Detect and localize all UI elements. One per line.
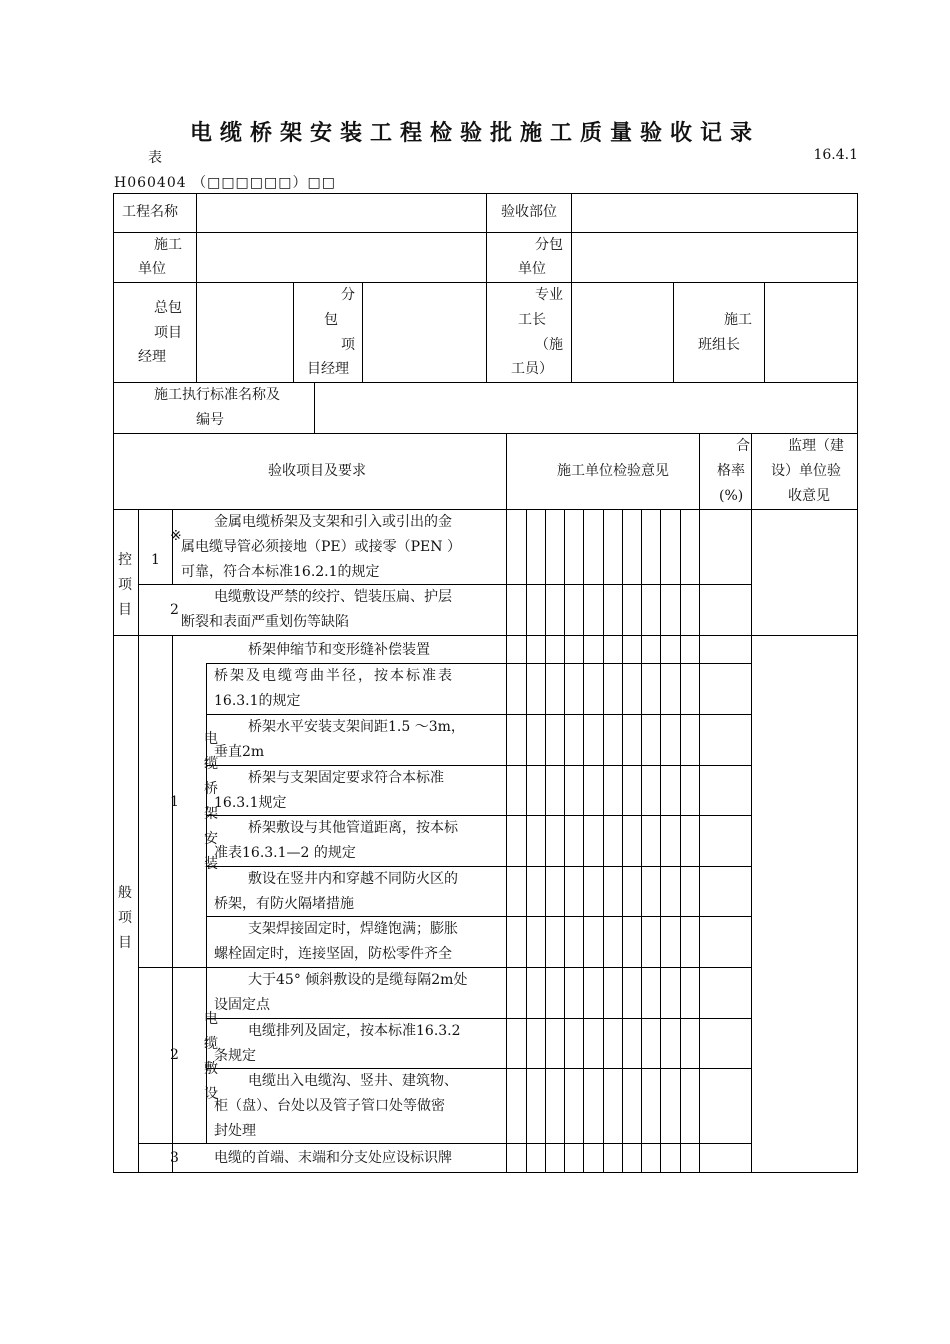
general-group-1-label-5: 安 — [204, 831, 218, 847]
check-grid-line — [680, 509, 681, 1173]
gc-pm-label-3: 经理 — [138, 349, 166, 365]
general-group-1-number: 1 — [170, 794, 179, 810]
sub-pm-label-2: 包 — [324, 312, 338, 328]
general-item-3-line-1: 电缆的首端、末端和分支处应设标识牌 — [214, 1150, 452, 1166]
column-pass-rate-1: 合 — [736, 438, 750, 454]
column-supervisor-1: 监理（建 — [788, 438, 844, 454]
general-item-1-7-line-2: 螺栓固定时，连接坚固，防松零件齐全 — [214, 946, 452, 962]
sub-unit-label-2: 单位 — [518, 261, 546, 277]
general-group-1-label-2: 缆 — [204, 756, 218, 772]
check-grid-line — [641, 509, 642, 1173]
general-item-1-5-line-2: 准表16.3.1—2 的规定 — [214, 845, 356, 861]
gc-pm-label-2: 项目 — [154, 325, 182, 341]
record-code: H060404 （□□□□□□）□□ — [114, 175, 336, 191]
general-item-2-3-line-2: 柜（盘）、台处以及管子管口处等做密 — [214, 1098, 445, 1114]
check-grid-line — [526, 509, 527, 1173]
sub-pm-label-1: 分 — [341, 287, 355, 303]
main-item-1-line-1: 金属电缆桥架及支架和引入或引出的金 — [214, 514, 452, 530]
column-supervisor-2: 设）单位验 — [771, 463, 841, 479]
general-group-3-number: 3 — [170, 1150, 179, 1166]
general-item-1-2-line-2: 16.3.1的规定 — [214, 693, 301, 709]
main-control-label-2: 项 — [118, 577, 132, 593]
gc-pm-label-1: 总包 — [154, 300, 182, 316]
general-item-1-2-line-1: 桥架及电缆弯曲半径，按本标准表 — [214, 668, 454, 684]
column-supervisor-3: 收意见 — [788, 488, 830, 504]
sub-pm-label-4: 目经理 — [307, 361, 349, 377]
construction-unit-label-2: 单位 — [138, 261, 166, 277]
general-group-2-label-1: 电 — [204, 1011, 218, 1027]
check-grid-line — [545, 509, 546, 1173]
main-item-2-number: 2 — [170, 602, 179, 618]
main-item-1-line-3: 可靠，符合本标准16.2.1的规定 — [181, 564, 380, 580]
general-label-2: 项 — [118, 910, 132, 926]
general-group-1-label-3: 桥 — [204, 781, 218, 797]
team-leader-label-1: 施工 — [724, 312, 752, 328]
general-item-2-2-line-1: 电缆排列及固定，按本标准16.3.2 — [248, 1023, 461, 1039]
check-grid-line — [603, 509, 604, 1173]
general-item-2-2-line-2: 条规定 — [214, 1048, 256, 1064]
general-item-2-1-line-2: 设固定点 — [214, 997, 270, 1013]
general-label-1: 般 — [118, 885, 132, 901]
standard-label-2: 编号 — [196, 412, 224, 428]
foreman-label-2: 工长 — [518, 312, 546, 328]
check-grid-line — [583, 509, 584, 1173]
construction-unit-label-1: 施工 — [154, 237, 182, 253]
column-pass-rate-3: (%) — [719, 488, 744, 504]
general-item-2-1-line-1: 大于45° 倾斜敷设的是缆每隔2m处 — [248, 972, 468, 988]
table-number: 16.4.1 — [813, 147, 858, 163]
foreman-label-3: （施 — [535, 337, 563, 353]
main-control-label-3: 目 — [118, 602, 132, 618]
general-group-1-label-6: 装 — [204, 856, 218, 872]
general-item-1-3-line-1: 桥架水平安装支架间距1.5 ～3m， — [248, 719, 465, 735]
general-item-1-1-line-1: 桥架伸缩节和变形缝补偿装置 — [248, 642, 430, 658]
general-item-1-5-line-1: 桥架敷设与其他管道距离，按本标 — [248, 820, 458, 836]
main-item-2-line-1: 电缆敷设严禁的绞拧、铠装压扁、护层 — [214, 589, 452, 605]
general-item-2-3-line-3: 封处理 — [214, 1123, 256, 1139]
project-name-label: 工程名称 — [122, 204, 178, 220]
sub-unit-label-1: 分包 — [535, 237, 563, 253]
team-leader-label-2: 班组长 — [698, 337, 740, 353]
check-grid-line — [660, 509, 661, 1173]
general-group-2-number: 2 — [170, 1047, 179, 1063]
table-prefix: 表 — [148, 150, 162, 166]
general-label-3: 目 — [118, 935, 132, 951]
document-title: 电缆桥架安装工程检验批施工质量验收记录 — [189, 120, 760, 146]
main-item-1-line-2: 属电缆导管必须接地（PE）或接零（PEN ） — [181, 539, 461, 555]
sub-pm-label-3: 项 — [341, 337, 355, 353]
general-group-2-label-2: 缆 — [204, 1036, 218, 1052]
column-items: 验收项目及要求 — [268, 463, 366, 479]
general-item-1-3-line-2: 垂直2m — [214, 744, 265, 760]
check-grid-line — [564, 509, 565, 1173]
check-grid-line — [622, 509, 623, 1173]
general-item-1-6-line-1: 敷设在竖井内和穿越不同防火区的 — [248, 871, 458, 887]
main-item-1-number: 1 — [151, 552, 160, 568]
general-group-1-label-4: 架 — [204, 806, 218, 822]
main-item-2-line-2: 断裂和表面严重划伤等缺陷 — [181, 614, 349, 630]
acceptance-part-label: 验收部位 — [501, 204, 557, 220]
main-control-label-1: 控 — [118, 552, 132, 568]
general-item-1-4-line-2: 16.3.1规定 — [214, 795, 287, 811]
main-item-1-mark: ※ — [170, 528, 182, 544]
foreman-label-4: 工员） — [511, 361, 553, 377]
general-item-1-4-line-1: 桥架与支架固定要求符合本标准 — [248, 770, 444, 786]
standard-label-1: 施工执行标准名称及 — [154, 387, 280, 403]
general-item-1-7-line-1: 支架焊接固定时，焊缝饱满；膨胀 — [248, 921, 458, 937]
general-group-2-label-4: 设 — [204, 1086, 218, 1102]
general-group-1-label-1: 电 — [204, 731, 218, 747]
general-item-1-6-line-2: 桥架，有防火隔堵措施 — [214, 896, 354, 912]
column-inspection: 施工单位检验意见 — [557, 463, 669, 479]
general-group-2-label-3: 敷 — [204, 1061, 218, 1077]
column-pass-rate-2: 格率 — [717, 463, 745, 479]
general-item-2-3-line-1: 电缆出入电缆沟、竖井、建筑物、 — [248, 1073, 458, 1089]
foreman-label-1: 专业 — [535, 287, 563, 303]
